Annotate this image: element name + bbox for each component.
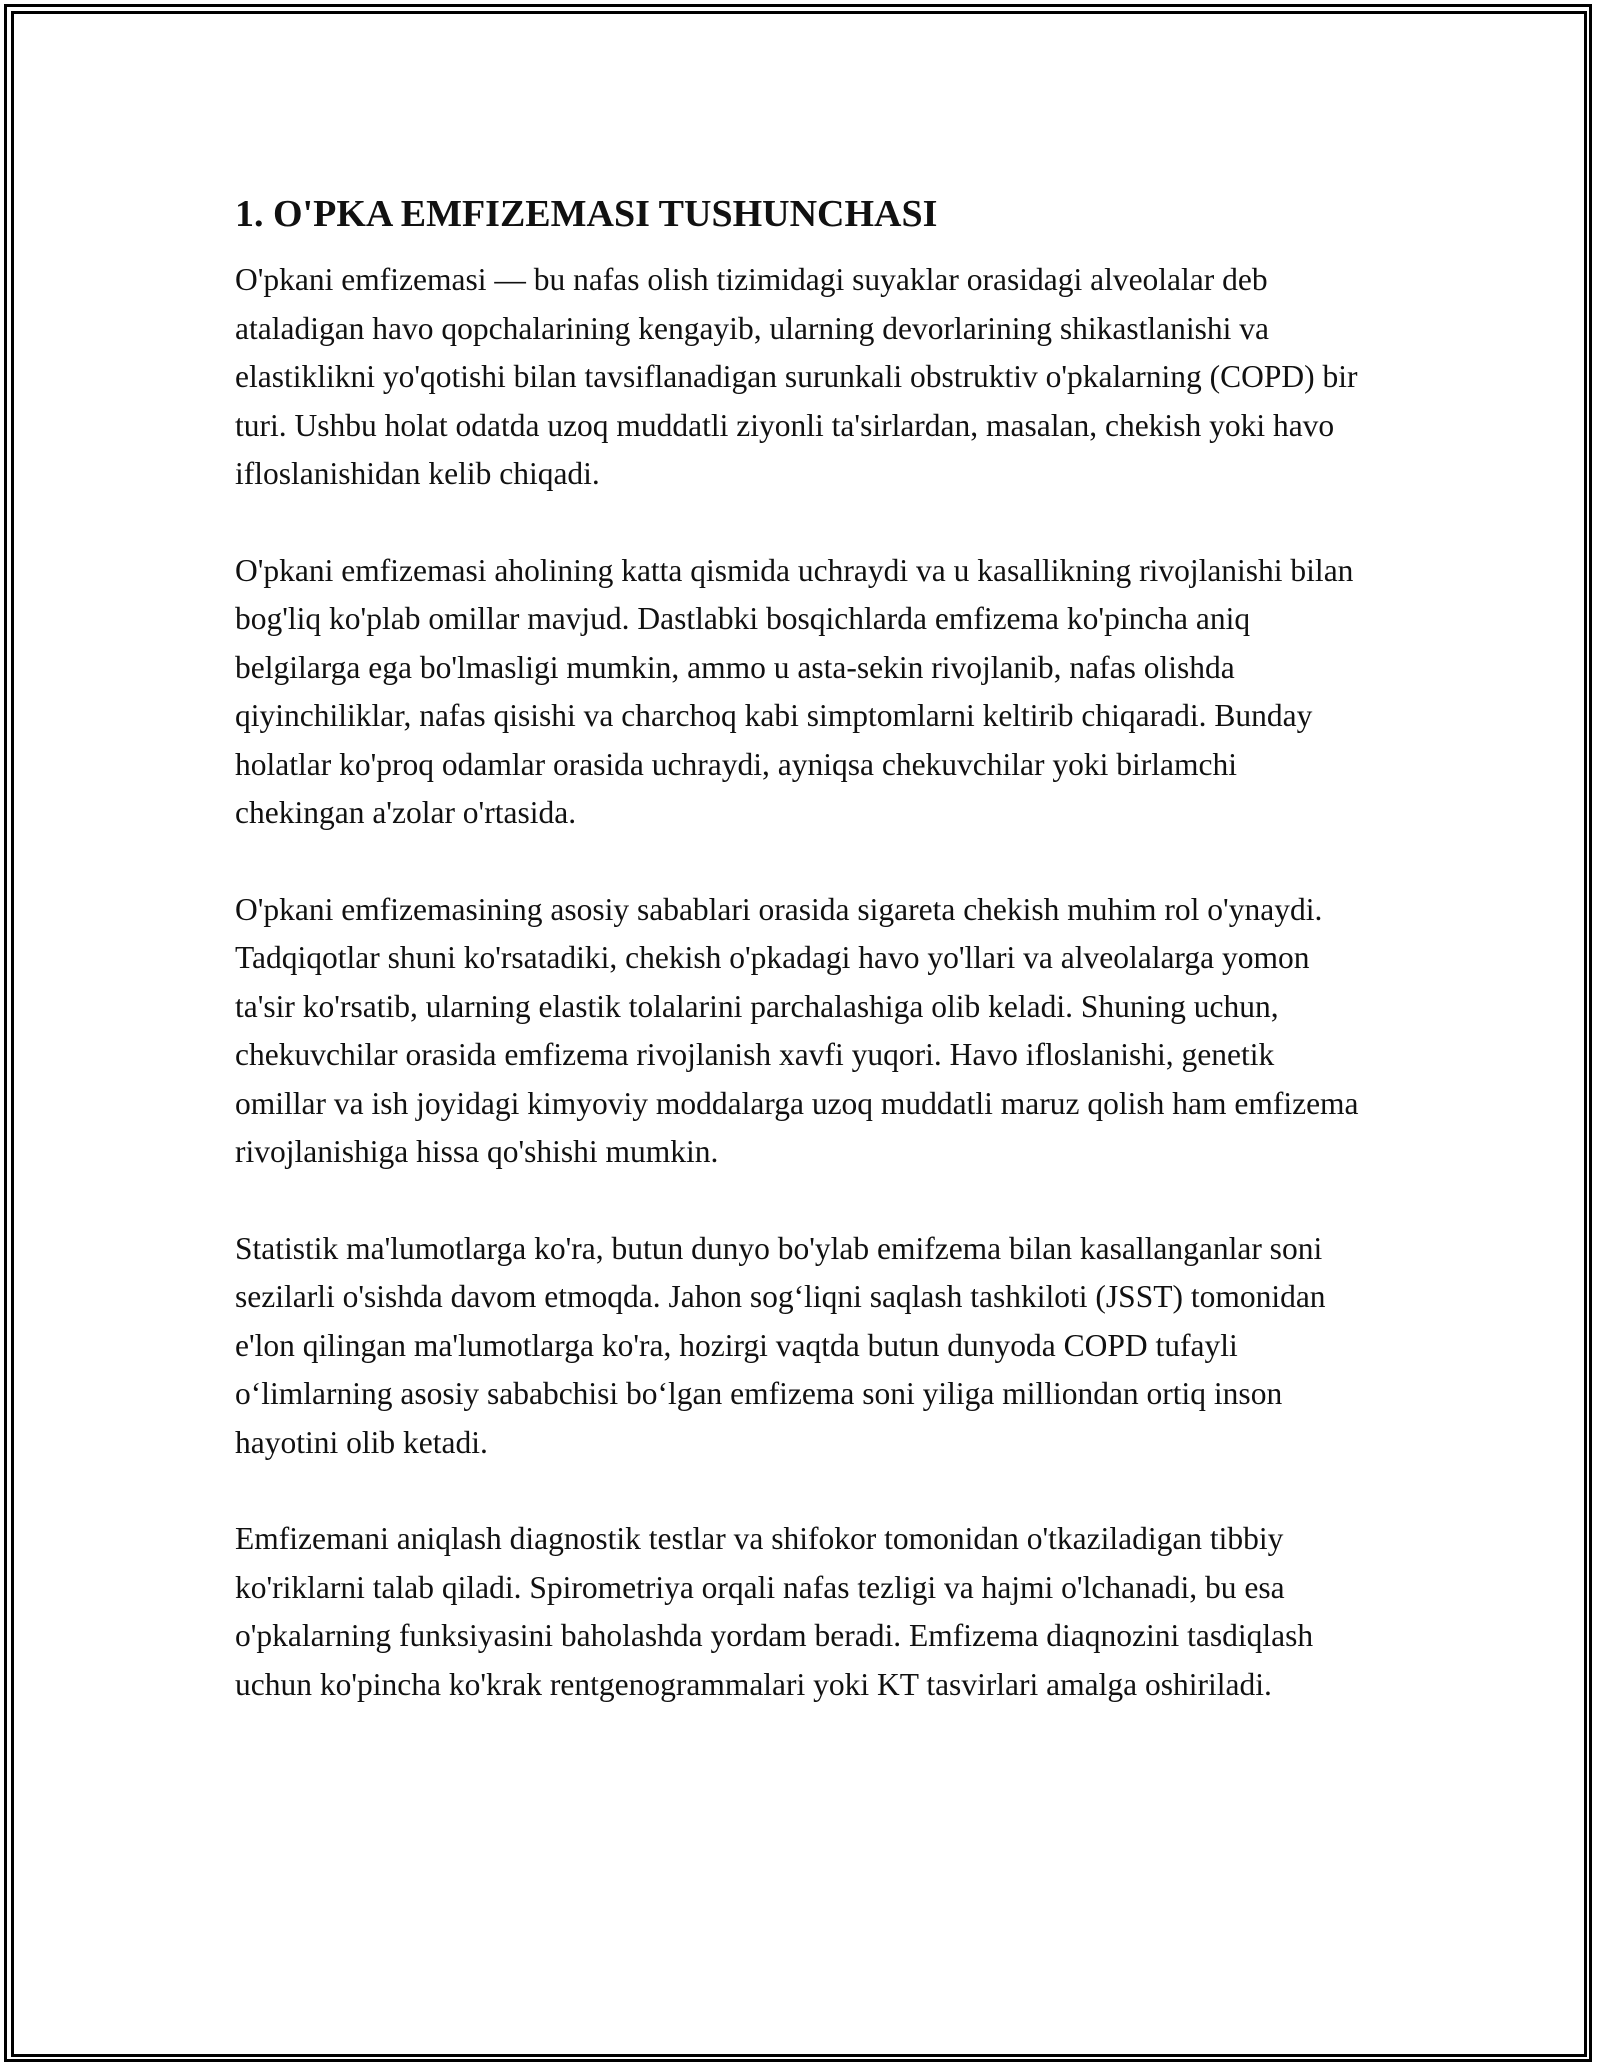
section-heading: 1. O'PKA EMFIZEMASI TUSHUNCHASI [235, 193, 938, 235]
paragraph-statistics: Statistik ma'lumotlarga ko'ra, butun dunyo bo'ylab emifzema bilan kasallanganlar soni sezilarli o'sishda davom etmoqda. Jahon sog‘liqni saqlash tashkiloti (JSST) tomonidan e'lon qilingan ma'lumotlarga ko'ra, hozirgi vaqtda butun dunyoda COPD tufayli o‘limlarning asosiy sababchisi bo‘lgan emfizema soni yiliga milliondan ortiq inson hayotini olib ketadi. [235, 1230, 1326, 1460]
paragraph-diagnosis: Emfizemani aniqlash diagnostik testlar va shifokor tomonidan o'tkaziladigan tibbiy ko'riklarni talab qiladi. Spirometriya orqali nafas tezligi va hajmi o'lchanadi, bu esa o'pkalarning funksiyasini baholashda yordam beradi. Emfizema diaqnozini tasdiqlash uchun ko'pincha ko'krak rentgenogrammalari yoki KT tasvirlari amalga oshiriladi. [235, 1521, 1314, 1702]
paragraph-definition: O'pkani emfizemasi — bu nafas olish tizimidagi suyaklar orasidagi alveolalar deb ataladigan havo qopchalarining kengayib, ularning devorlarining shikastlanishi va elastiklikni yo'qotishi bilan tavsiflanadigan surunkali obstruktiv o'pkalarning (COPD) bir turi. Ushbu holat odatda uzoq muddatli ziyonli ta'sirlardan, masalan, chekish yoki havo ifloslanishidan kelib chiqadi. [235, 262, 1358, 491]
document-body [235, 186, 1365, 1757]
paragraph-prevalence: O'pkani emfizemasi aholining katta qismida uchraydi va u kasallikning rivojlanishi bilan bog'liq ko'plab omillar mavjud. Dastlabki bosqichlarda emfizema ko'pincha aniq belgilarga ega bo'lmasligi mumkin, ammo u asta-sekin rivojlanib, nafas olishda qiyinchiliklar, nafas qisishi va charchoq kabi simptomlarni keltirib chiqaradi. Bunday holatlar ko'proq odamlar orasida uchraydi, ayniqsa chekuvchilar yoki birlamchi chekingan a'zolar o'rtasida. [235, 552, 1354, 830]
paragraph-causes: O'pkani emfizemasining asosiy sabablari orasida sigareta chekish muhim rol o'ynaydi. Tadqiqotlar shuni ko'rsatadiki, chekish o'pkadagi havo yo'llari va alveolalarga yomon ta'sir ko'rsatib, ularning elastik tolalarini parchalashiga olib keladi. Shuning uchun, chekuvchilar orasida emfizema rivojlanish xavfi yuqori. Havo ifloslanishi, genetik omillar va ish joyidagi kimyoviy moddalarga uzoq muddatli maruz qolish ham emfizema rivojlanishiga hissa qo'shishi mumkin. [235, 891, 1359, 1169]
